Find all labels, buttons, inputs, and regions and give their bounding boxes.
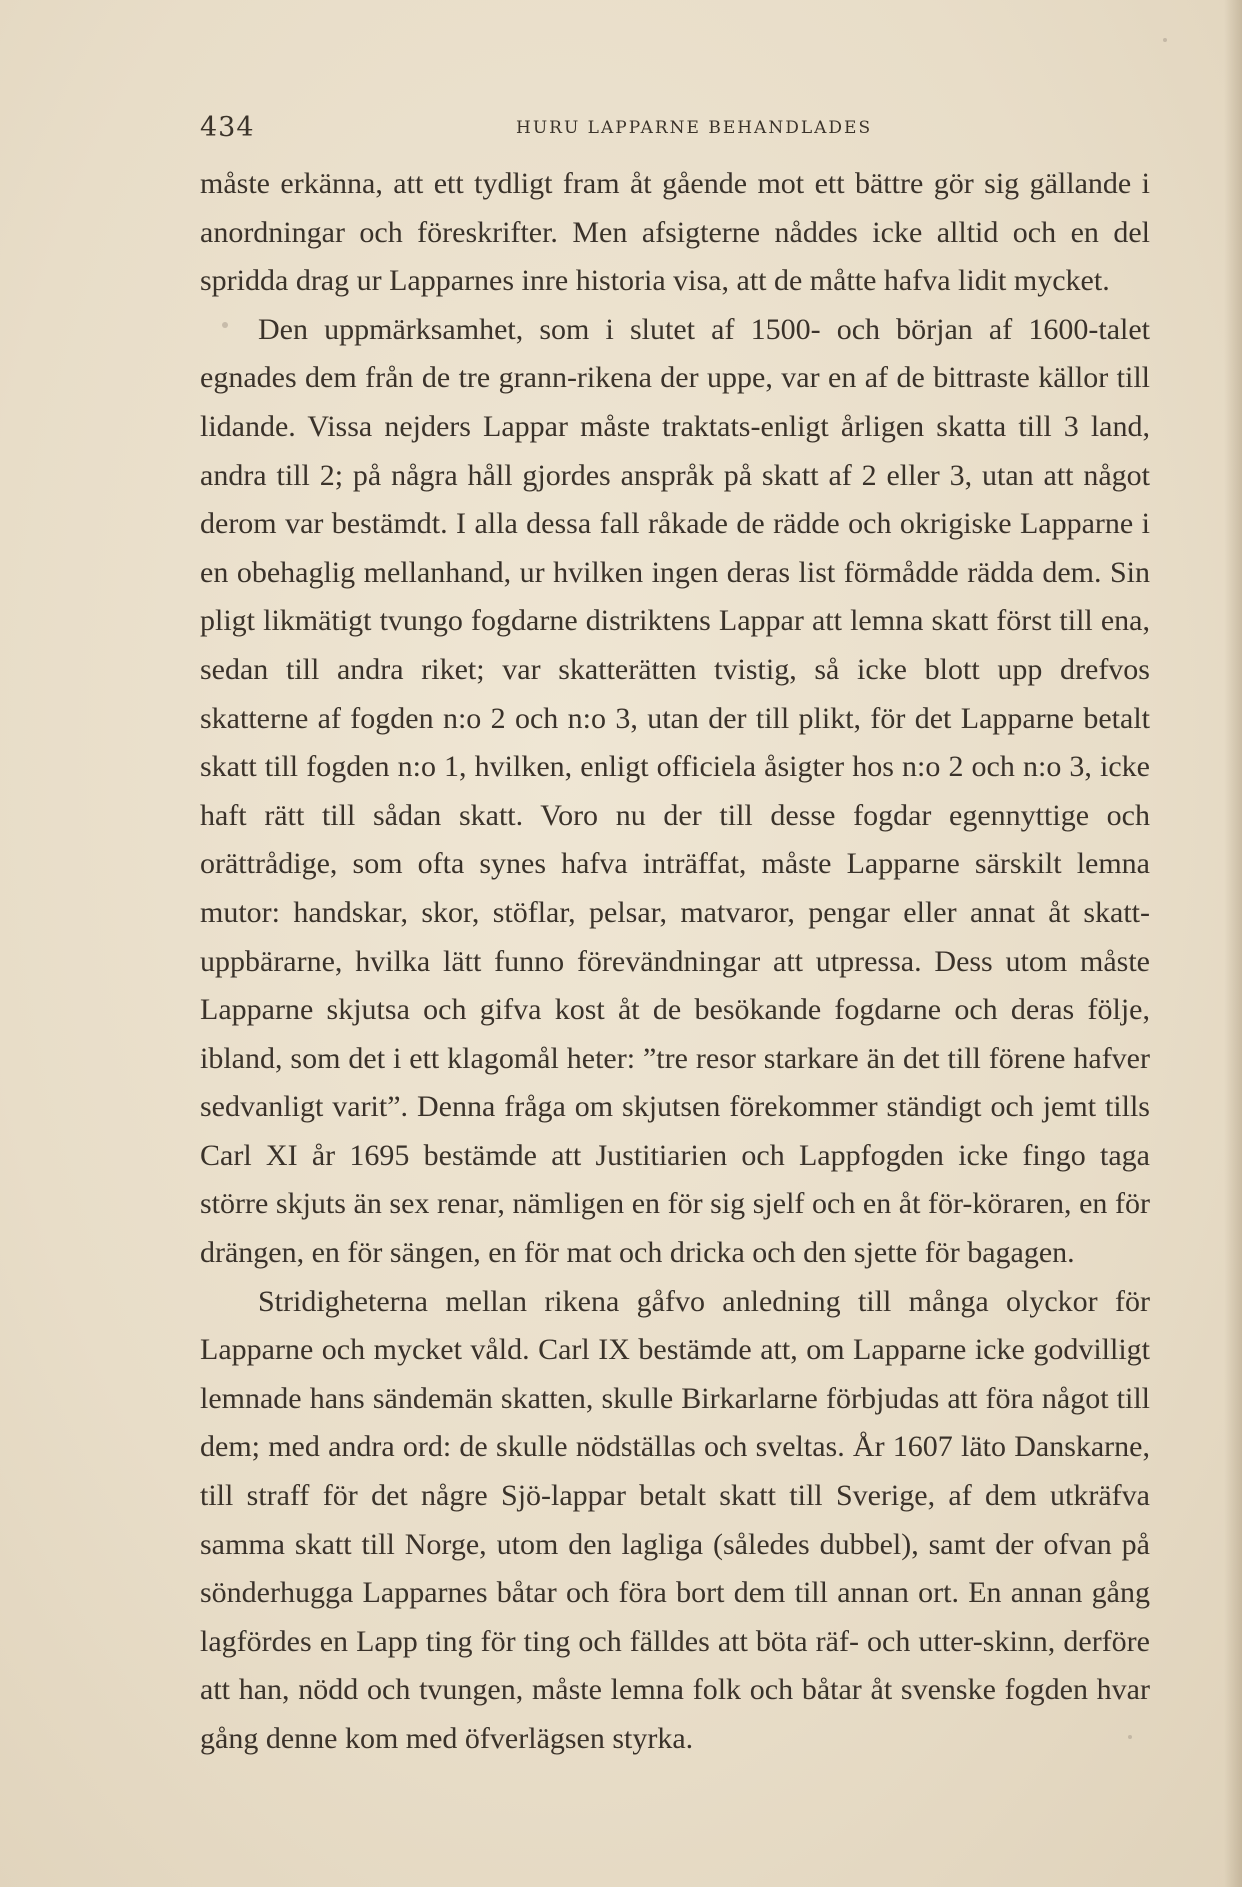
paragraph-stridigheter: Stridigheterna mellan rikena gåfvo anledning till många olyckor för Lapparne och mycket våld. Carl IX bestämde att, om Lapparne icke godvilligt lemnade hans sändemän skatten, skulle Birkarlarne förbjudas att föra något till dem; med andra ord: de skulle nödställas och sveltas. År 1607 läto Danskarne, till straff för det någre Sjö-lappar betalt skatt till Sverige, af dem utkräfva samma skatt till Norge, utom den lagliga (således dubbel), samt der ofvan på sönderhugga Lapparnes båtar och föra bort dem till annan ort. En annan gång lagfördes en Lapp ting för ting och fälldes att böta räf- och utter-skinn, derföre att han, nödd och tvungen, måste lemna folk och båtar åt svenske fogden hvar gång denne kom med öfverlägsen styrka.: [200, 1284, 1150, 1755]
page-number: 434: [200, 112, 255, 143]
paper-speck: [1163, 38, 1167, 42]
running-head: HURU LAPPARNE BEHANDLADES: [516, 118, 873, 138]
body-text: [200, 160, 1150, 1764]
paragraph-skatt: Den uppmärksamhet, som i slutet af 1500- och början af 1600-talet egnades dem från de tre grann-rikena der uppe, var en af de bittraste källor till lidande. Vissa nejders Lappar måste traktats-enligt årligen skatta till 3 land, andra till 2; på några håll gjordes anspråk på skatt af 2 eller 3, utan att något derom var bestämdt. I alla dessa fall råkade de rädde och okrigiske Lapparne i en obehaglig mellanhand, ur hvilken ingen deras list förmådde rädda dem. Sin pligt likmätigt tvungo fogdarne distriktens Lappar att lemna skatt först till ena, sedan till andra riket; var skatterätten tvistig, så icke blott upp drefvos skatterne af fogden n:o 2 och n:o 3, utan der till plikt, för det Lapparne betalt skatt till fogden n:o 1, hvilken, enligt officiela åsigter hos n:o 2 och n:o 3, icke haft rätt till sådan skatt. Voro nu der till desse fogdar egennyttige och orättrådige, som ofta synes hafva inträffat, måste Lapparne särskilt lemna mutor: handskar, skor, stöflar, pelsar, matvaror, pengar eller annat åt skatt-uppbärarne, hvilka lätt funno förevändningar att utpressa. Dess utom måste Lapparne skjutsa och gifva kost åt de besökande fogdarne och deras följe, ibland, som det i ett klagomål heter: ”tre resor starkare än det till förene hafver sedvanligt varit”. Denna fråga om skjutsen förekommer ständigt och jemt tills Carl XI år 1695 bestämde att Justitiarien och Lappfogden icke fingo taga större skjuts än sex renar, nämligen en för sig sjelf och en åt för-köraren, en för drängen, en för sängen, en för mat och dricka och den sjette för bagagen.: [200, 312, 1150, 1270]
paper-speck: [1128, 1735, 1132, 1739]
paper-speck: [222, 322, 228, 328]
page-header: [200, 112, 1140, 148]
page-edge-shadow: [1224, 0, 1242, 1887]
paragraph-continuation: måste erkänna, att ett tydligt fram åt gående mot ett bättre gör sig gällande i anordningar och föreskrifter. Men afsigterne nåddes icke alltid och en del spridda drag ur Lapparnes inre historia visa, att de måtte hafva lidit mycket.: [200, 167, 1150, 298]
